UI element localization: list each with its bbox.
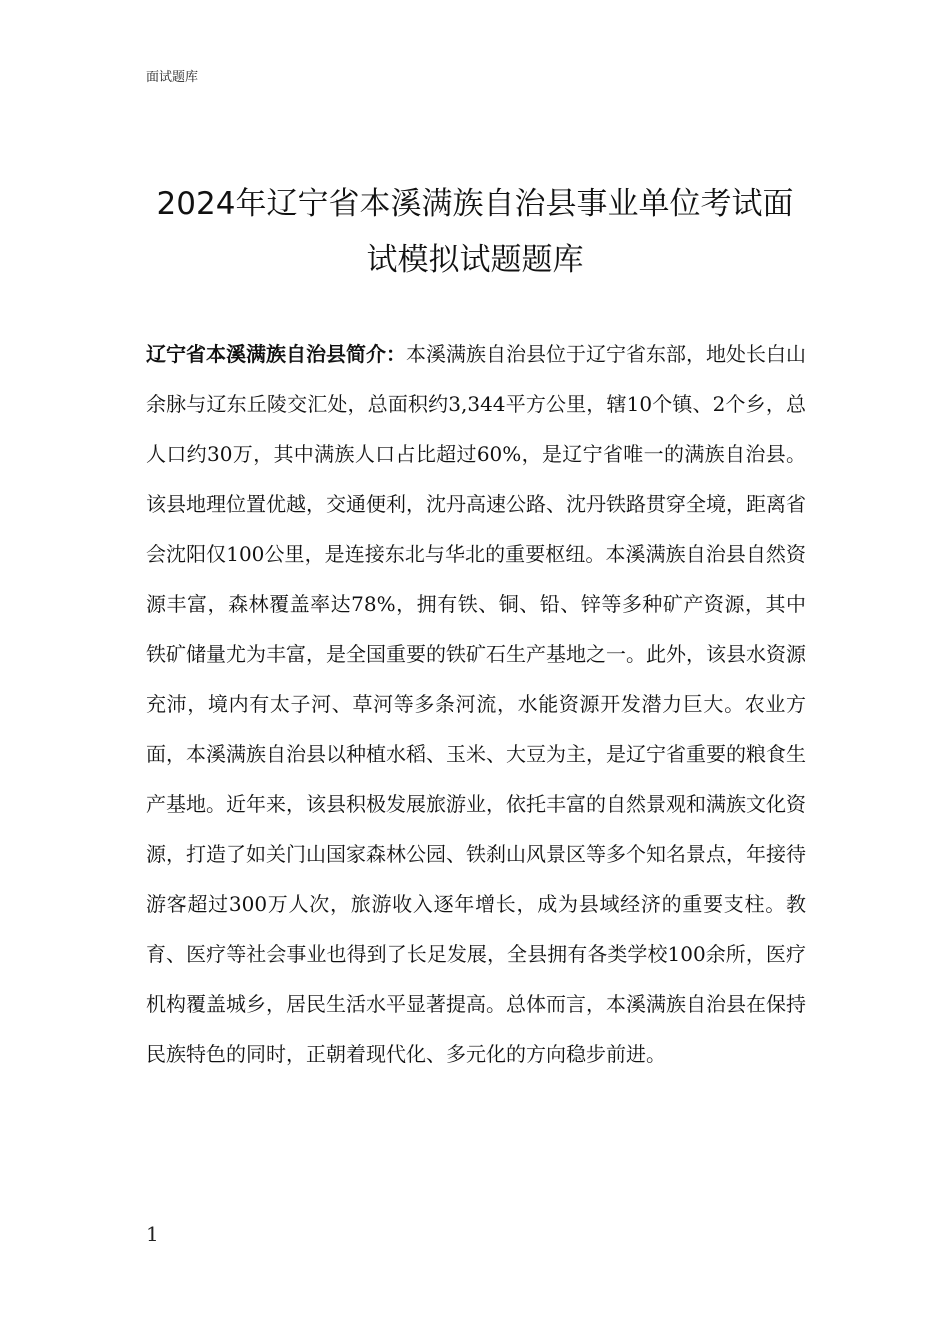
intro-paragraph — [146, 329, 806, 1079]
page-number: 1 — [146, 1222, 159, 1246]
document-title-line-2: 试模拟试题题库 — [366, 242, 584, 278]
intro-lead: 辽宁省本溪满族自治县简介： — [146, 342, 406, 366]
document-title-line-1: 2024年辽宁省本溪满族自治县事业单位考试面 — [156, 186, 794, 222]
document-title — [120, 176, 830, 288]
intro-body: 本溪满族自治县位于辽宁省东部，地处长白山余脉与辽东丘陵交汇处，总面积约3,344平方公里，辖10个镇、2个乡，总人口约30万，其中满族人口占比超过60%，是辽宁省唯一的满族自治县。该县地理位置优越，交通便利，沈丹高速公路、沈丹铁路贯穿全境，距离省会沈阳仅100公里，是连接东北与华北的重要枢纽。本溪满族自治县自然资源丰富，森林覆盖率达78%，拥有铁、铜、铅、锌等多种矿产资源，其中铁矿储量尤为丰富，是全国重要的铁矿石生产基地之一。此外，该县水资源充沛，境内有太子河、草河等多条河流，水能资源开发潜力巨大。农业方面，本溪满族自治县以种植水稻、玉米、大豆为主，是辽宁省重要的粮食生产基地。近年来，该县积极发展旅游业，依托丰富的自然景观和满族文化资源，打造了如关门山国家森林公园、铁刹山风景区等多个知名景点，年接待游客超过300万人次，旅游收入逐年增长，成为县域经济的重要支柱。教育、医疗等社会事业也得到了长足发展，全县拥有各类学校100余所，医疗机构覆盖城乡，居民生活水平显著提高。总体而言，本溪满族自治县在保持民族特色的同时，正朝着现代化、多元化的方向稳步前进。 — [146, 342, 806, 1066]
page-header: 面试题库 — [146, 70, 199, 85]
